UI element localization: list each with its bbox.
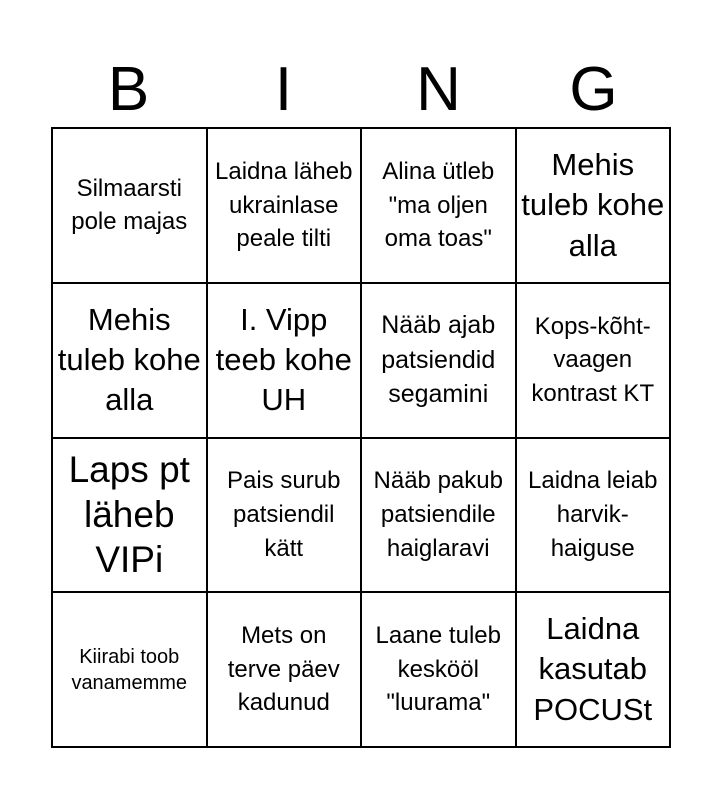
cell-text: Nääb ajab patsiendid segamini [381, 311, 496, 409]
bingo-cell[interactable] [52, 438, 207, 593]
cell-text: Laane tuleb keskööl "luurama" [375, 622, 501, 717]
cell-text: Alina ütleb "ma oljen oma toas" [382, 157, 495, 253]
cell-text: Mehis tuleb kohe alla [521, 146, 665, 263]
bingo-cell[interactable] [516, 592, 671, 747]
header-letter-b: B [107, 55, 150, 124]
cell-text: Mets on terve päev kadunud [227, 622, 340, 717]
bingo-cell[interactable] [361, 438, 516, 593]
bingo-header [51, 55, 671, 125]
bingo-cell[interactable] [207, 592, 362, 747]
bingo-grid [51, 127, 671, 748]
cell-text: Pais surub patsiendil kätt [227, 467, 341, 562]
bingo-cell[interactable] [52, 128, 207, 283]
cell-text: Nääb pakub patsiendile haiglaravi [373, 467, 503, 562]
cell-text: Kiirabi toob vanamemme [71, 645, 188, 694]
cell-text: Mehis tuleb kohe alla [57, 301, 201, 418]
bingo-cell[interactable] [516, 283, 671, 438]
bingo-cell[interactable] [361, 283, 516, 438]
bingo-cell[interactable] [516, 128, 671, 283]
bingo-cell[interactable] [207, 128, 362, 283]
cell-text: I. Vipp teeb kohe UH [215, 301, 352, 418]
cell-text: Kops-kõht-vaagen kontrast KT [531, 312, 655, 407]
bingo-cell[interactable] [52, 283, 207, 438]
header-letter-g: G [569, 55, 618, 124]
header-letter-n: N [416, 55, 461, 124]
bingo-cell[interactable] [361, 592, 516, 747]
cell-text: Laps pt läheb VIPi [68, 449, 190, 581]
bingo-cell[interactable] [516, 438, 671, 593]
cell-text: Laidna leiab harvik-haiguse [528, 467, 658, 562]
header-letter-i: I [274, 55, 293, 124]
cell-text: Silmaarsti pole majas [71, 174, 188, 236]
bingo-cell[interactable] [52, 592, 207, 747]
bingo-cell[interactable] [207, 438, 362, 593]
bingo-cell[interactable] [361, 128, 516, 283]
cell-text: Laidna läheb ukrainlase peale tilti [215, 157, 353, 253]
cell-text: Laidna kasutab POCUSt [533, 611, 653, 727]
bingo-cell[interactable] [207, 283, 362, 438]
